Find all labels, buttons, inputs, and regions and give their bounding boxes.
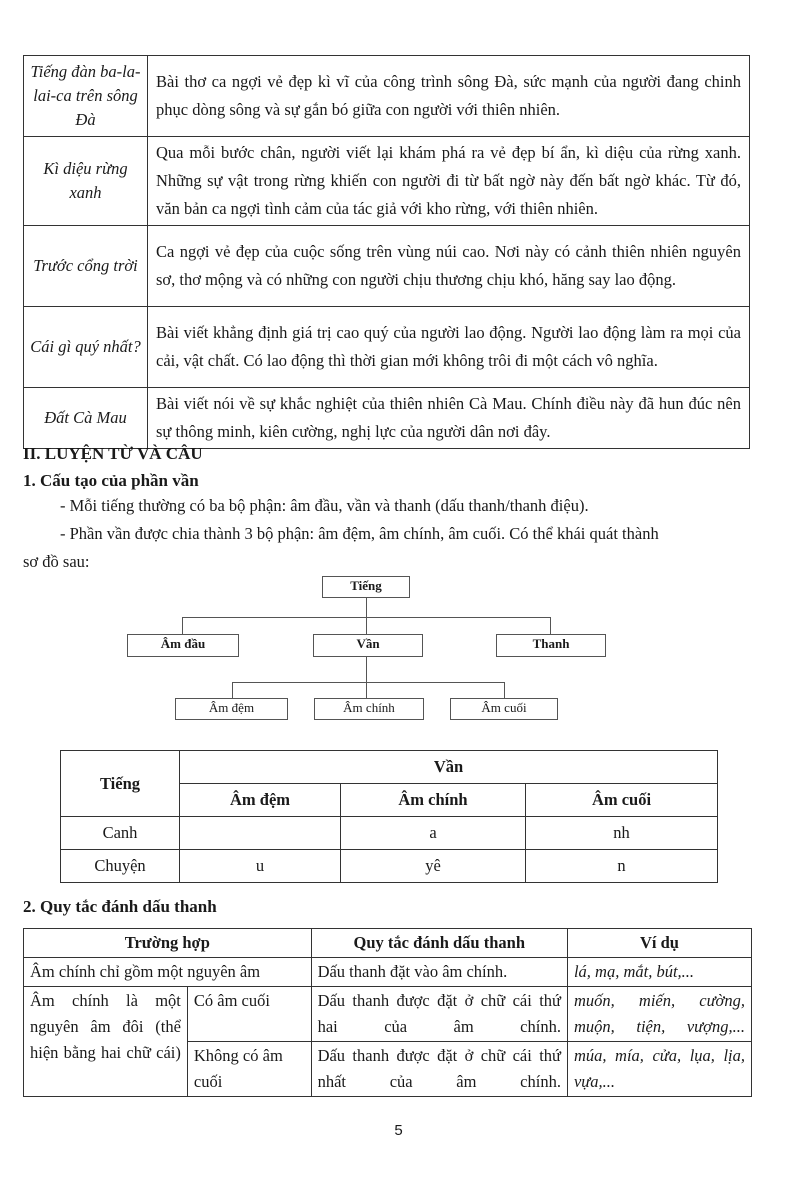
paragraph: - Mỗi tiếng thường có ba bộ phận: âm đầu, vần và thanh (dấu thanh/thanh điệu). <box>60 496 589 515</box>
header-am-dem: Âm đệm <box>180 784 341 817</box>
connector-line <box>366 597 367 617</box>
work-description: Bài viết nói về sự khắc nghiệt của thiên nhiên Cà Mau. Chính điều này đã hun đúc nên sự thông minh, kiên cường, nghị lực của người dân nơi đây. <box>148 388 750 449</box>
cell-tieng: Canh <box>61 817 180 850</box>
table-row <box>24 388 750 449</box>
table-row <box>24 137 750 226</box>
table-row <box>24 307 750 388</box>
table-row <box>24 56 750 137</box>
connector-line <box>504 682 505 698</box>
cell-am-chinh: yê <box>341 850 526 883</box>
cell-subcase: Có âm cuối <box>187 987 311 1042</box>
work-description: Ca ngợi vẻ đẹp của cuộc sống trên vùng núi cao. Nơi này có cảnh thiên nhiên nguyên sơ, thơ mộng và có những con người chịu thương chịu khó, hăng say lao động. <box>148 226 750 307</box>
node-am-dau: Âm đầu <box>127 634 239 657</box>
section-heading: II. LUYỆN TỪ VÀ CÂU <box>23 444 203 463</box>
works-summary-table <box>23 55 750 449</box>
cell-am-chinh: a <box>341 817 526 850</box>
cell-am-dem <box>180 817 341 850</box>
table-row <box>24 987 752 1042</box>
connector-line <box>366 682 367 698</box>
header-tieng: Tiếng <box>61 751 180 817</box>
work-description: Bài thơ ca ngợi vẻ đẹp kì vĩ của công trình sông Đà, sức mạnh của người đang chinh phục dòng sông và sự gắn bó giữa con người với thiên nhiên. <box>148 56 750 137</box>
node-tieng: Tiếng <box>322 576 410 598</box>
cell-example: múa, mía, cửa, lụa, lịa, vựa,... <box>567 1042 751 1097</box>
header-case: Trường hợp <box>24 929 312 958</box>
work-title: Kì diệu rừng xanh <box>24 137 148 226</box>
connector-line <box>232 682 233 698</box>
table-row <box>24 958 752 987</box>
node-thanh: Thanh <box>496 634 606 657</box>
connector-line <box>550 617 551 634</box>
cell-tieng: Chuyện <box>61 850 180 883</box>
table-row <box>61 850 718 883</box>
node-am-dem: Âm đệm <box>175 698 288 720</box>
cell-am-cuoi: n <box>526 850 718 883</box>
cell-example: muốn, miến, cường, muộn, tiện, vượng,... <box>567 987 751 1042</box>
header-am-cuoi: Âm cuối <box>526 784 718 817</box>
cell-am-dem: u <box>180 850 341 883</box>
subsection-heading: 2. Quy tắc đánh dấu thanh <box>23 897 217 916</box>
work-title: Cái gì quý nhất? <box>24 307 148 388</box>
node-am-cuoi: Âm cuối <box>450 698 558 720</box>
header-rule: Quy tắc đánh dấu thanh <box>311 929 567 958</box>
node-van: Vần <box>313 634 423 657</box>
table-row <box>24 226 750 307</box>
paragraph: sơ đồ sau: <box>23 552 90 571</box>
cell-case: Âm chính chỉ gồm một nguyên âm <box>24 958 312 987</box>
cell-case: Âm chính là một nguyên âm đôi (thể hiện bằng hai chữ cái) <box>24 987 188 1097</box>
page-number: 5 <box>394 1122 403 1139</box>
work-title: Tiếng đàn ba-la-lai-ca trên sông Đà <box>24 56 148 137</box>
header-am-chinh: Âm chính <box>341 784 526 817</box>
paragraph: - Phần vần được chia thành 3 bộ phận: âm đệm, âm chính, âm cuối. Có thể khái quát thành <box>60 524 659 543</box>
cell-example: lá, mạ, mắt, bút,... <box>567 958 751 987</box>
cell-am-cuoi: nh <box>526 817 718 850</box>
work-description: Bài viết khẳng định giá trị cao quý của người lao động. Người lao động làm ra mọi của cải, vật chất. Có lao động thì thời gian mới không trôi đi một cách vô nghĩa. <box>148 307 750 388</box>
rhyme-structure-table <box>60 750 718 883</box>
table-row <box>61 817 718 850</box>
work-title: Đất Cà Mau <box>24 388 148 449</box>
tone-mark-rules-table <box>23 928 752 1097</box>
cell-rule: Dấu thanh đặt vào âm chính. <box>311 958 567 987</box>
work-description: Qua mỗi bước chân, người viết lại khám phá ra vẻ đẹp bí ẩn, kì diệu của rừng xanh. Những sự vật trong rừng khiến con người đi từ bất ngờ này đến bất ngờ khác. Từ đó, văn bản ca ngợi tình cảm của tác giả với kho rừng, với thiên nhiên. <box>148 137 750 226</box>
node-am-chinh: Âm chính <box>314 698 424 720</box>
connector-line <box>232 682 504 683</box>
cell-rule: Dấu thanh được đặt ở chữ cái thứ nhất của âm chính. <box>311 1042 567 1097</box>
header-example: Ví dụ <box>567 929 751 958</box>
connector-line <box>366 657 367 682</box>
connector-line <box>182 617 183 634</box>
cell-rule: Dấu thanh được đặt ở chữ cái thứ hai của âm chính. <box>311 987 567 1042</box>
header-van: Vần <box>180 751 718 784</box>
connector-line <box>366 617 367 634</box>
work-title: Trước cổng trời <box>24 226 148 307</box>
subsection-heading: 1. Cấu tạo của phần vần <box>23 471 199 490</box>
cell-subcase: Không có âm cuối <box>187 1042 311 1097</box>
